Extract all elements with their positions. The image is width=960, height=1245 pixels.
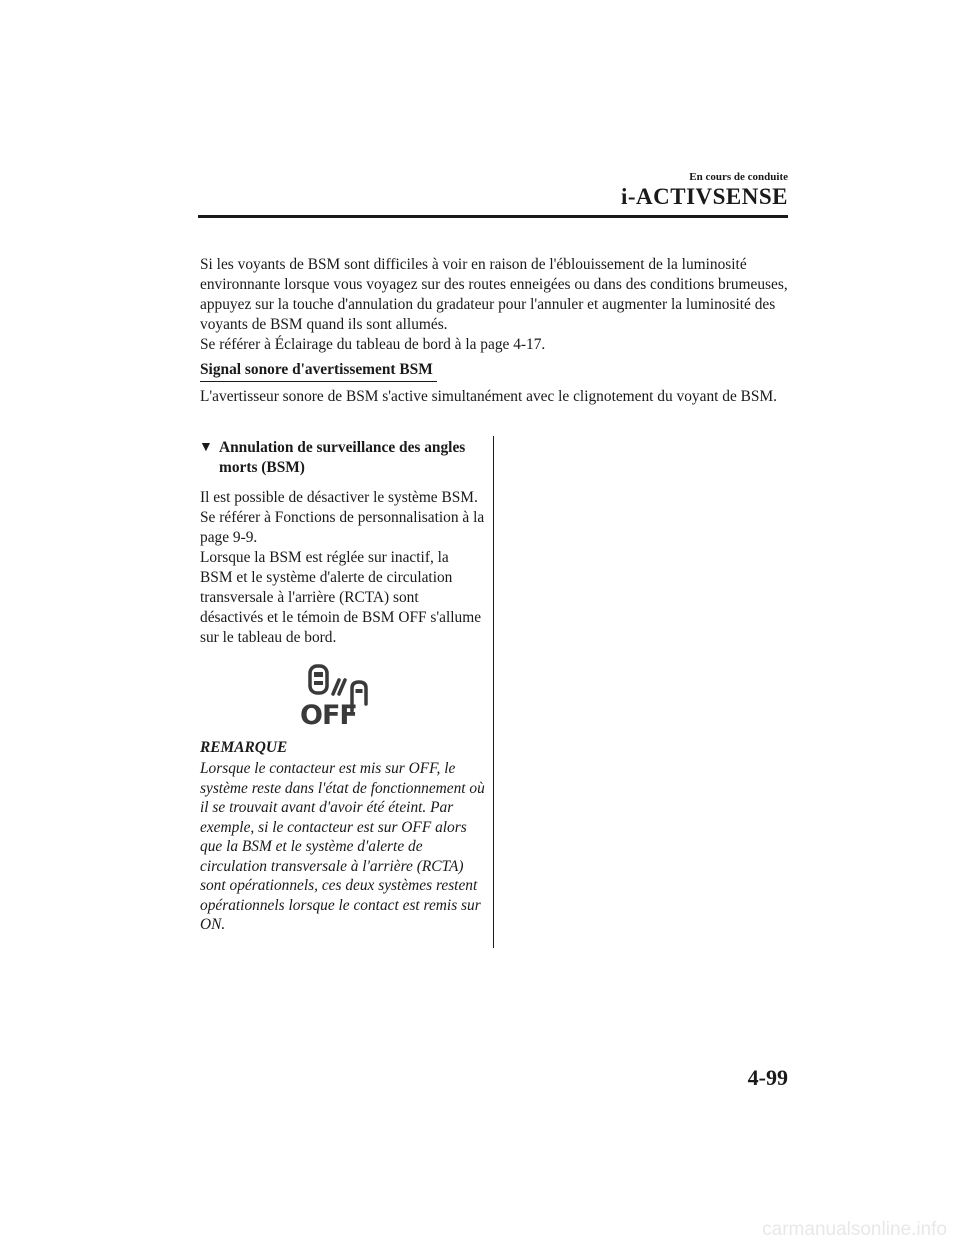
icon-side-window — [356, 689, 363, 693]
icon-off-label: OFF — [300, 700, 357, 726]
cancel-text-1: Il est possible de désactiver le système BSM. — [200, 489, 478, 506]
cancel-text-3: Lorsque la BSM est réglée sur inactif, la BSM et le système d'alerte de circulation transversale à l'arrière (RCTA) sont désactivés et le témoin de BSM OFF s'allume sur le tableau de bord. — [200, 549, 482, 646]
note-title: REMARQUE — [200, 739, 288, 756]
header-rule — [198, 215, 788, 218]
page-number: 4-99 — [747, 1065, 788, 1090]
icon-car-rear — [310, 666, 327, 693]
cancel-paragraph — [200, 488, 485, 648]
cancel-text-2: Se référer à Fonctions de personnalisation à la page 9-9. — [200, 509, 485, 546]
intro-paragraph — [200, 255, 790, 355]
triangle-down-icon: ▼ — [199, 440, 213, 455]
icon-car-light — [314, 681, 323, 685]
section-title: i-ACTIVSENSE — [620, 184, 788, 209]
intro-text: Si les voyants de BSM sont difficiles à voir en raison de l'éblouissement de la luminosité environnante lorsque vous voyagez sur des routes enneigées ou dans des conditions brumeuses, appuyez sur la touche d'annulation du gradateur pour l'annuler et augmenter la luminosité des voyants de BSM quand ils sont allumés. — [200, 256, 788, 333]
column-divider — [493, 436, 494, 948]
watermark: carmanualsonline.info — [762, 1219, 947, 1240]
chapter-label: En cours de conduite — [689, 171, 788, 183]
section-heading — [199, 438, 469, 478]
intro-reference: Se référer à Éclairage du tableau de bord à la page 4-17. — [200, 336, 546, 353]
bsm-off-indicator-icon — [296, 662, 376, 726]
subheading-bsm-sound: Signal sonore d'avertissement BSM — [200, 360, 437, 382]
note-body: Lorsque le contacteur est mis sur OFF, le système reste dans l'état de fonctionnement où il se trouvait avant d'avoir été éteint. Par exemple, si le contacteur est sur OFF alors que la BSM et le système d'alerte de circulation transversale à l'arrière (RCTA) sont opérationnels, ces deux systèmes restent opérationnels lorsque le contact est remis sur ON. — [200, 760, 485, 933]
icon-car-window — [314, 672, 323, 677]
sound-paragraph: L'avertisseur sonore de BSM s'active simultanément avec le clignotement du voyant de BSM. — [200, 388, 778, 405]
section-heading-text: Annulation de surveillance des angles morts (BSM) — [219, 439, 466, 476]
